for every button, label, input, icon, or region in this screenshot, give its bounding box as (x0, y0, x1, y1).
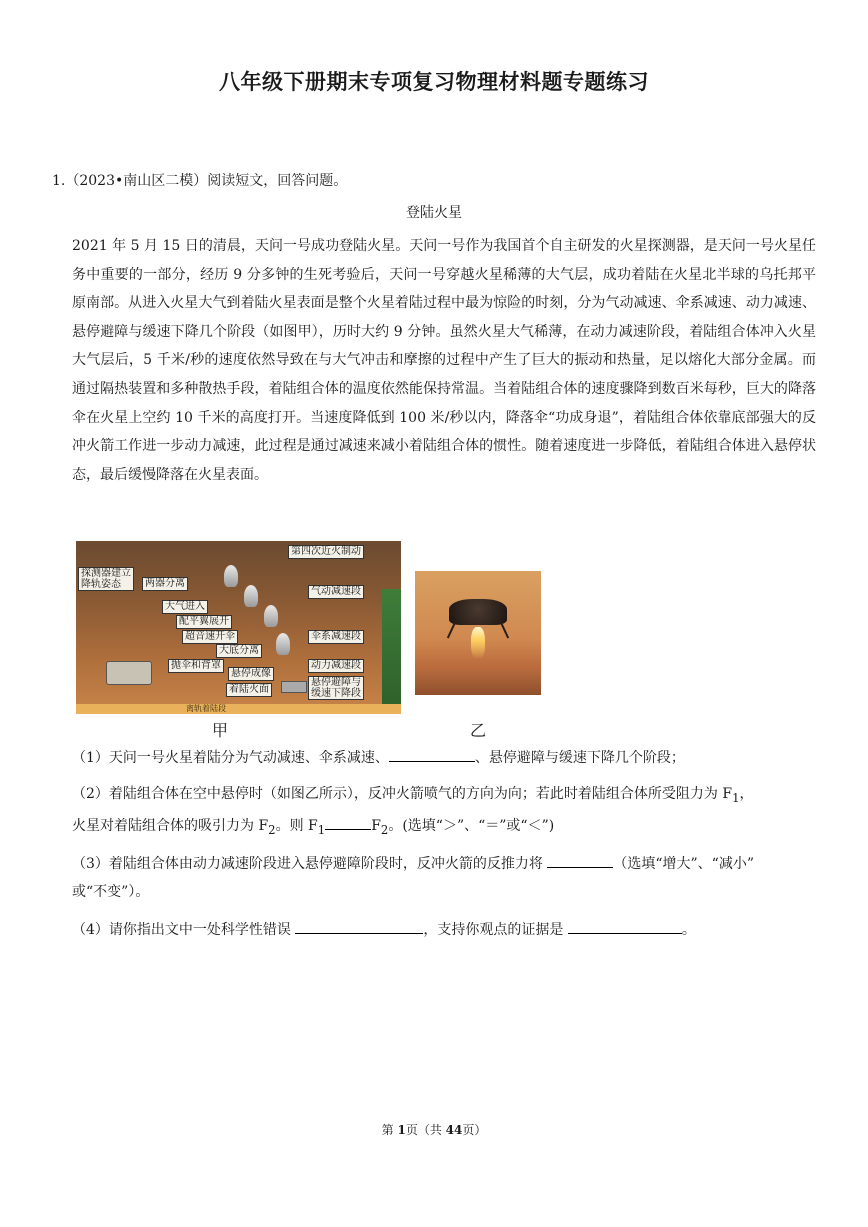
q3-text: （选填“增大”、“减小” (613, 856, 754, 872)
page-footer (0, 1121, 868, 1138)
bottom-bar-label: 离轨着陆段 (186, 704, 226, 713)
label-hover-stage (308, 676, 364, 700)
q4-text: ，支持你观点的证据是 (423, 922, 568, 938)
label-entry: 大气进入 (162, 600, 208, 614)
subscript: 2 (380, 822, 389, 837)
page-number: 1 (397, 1123, 406, 1137)
parachute-icon (264, 605, 278, 627)
sub-question-3 (72, 850, 822, 906)
subscript: 1 (317, 822, 326, 837)
sub-question-1 (72, 744, 822, 772)
answer-blank[interactable] (568, 919, 682, 934)
label-establish-orbit (78, 567, 134, 591)
q4-text: （4）请你指出文中一处科学性错误 (72, 922, 296, 938)
q2-text: 。则 F (275, 817, 318, 834)
sub-question-4 (72, 916, 822, 944)
q2-text: （2）着陆组合体在空中悬停时（如图乙所示），反冲火箭喷气的方向为向；若此时着陆组合体所受阻力为 F (72, 786, 733, 802)
page-title: 八年级下册期末专项复习物理材料题专题练习 (219, 70, 649, 94)
label-supersonic-chute: 超音速开伞 (182, 630, 238, 644)
subscript: 2 (268, 822, 276, 837)
caption-figure-b: 乙 (470, 721, 487, 740)
parachute-icon (276, 633, 290, 655)
answer-blank[interactable] (389, 747, 475, 762)
question-header: 1.（2023•南山区二模）阅读短文，回答问题。 (52, 173, 348, 189)
answer-blank[interactable] (547, 853, 613, 868)
stage-band (382, 589, 401, 714)
label-line: 缓速下降段 (311, 688, 361, 699)
caption-figure-a: 甲 (212, 721, 229, 740)
label-touchdown: 着陆火面 (226, 683, 272, 697)
label-parachute-stage: 伞系减速段 (308, 630, 364, 644)
figure-lander-photo (415, 571, 541, 695)
footer-text: 页） (462, 1123, 487, 1137)
q1-text: （1）天问一号火星着陆分为气动减速、伞系减速、 (72, 750, 389, 766)
label-backshell: 抛伞和背罩 (168, 659, 224, 673)
rover-image (106, 661, 152, 685)
label-fourth-burn: 第四次近火制动 (288, 545, 364, 559)
sub-question-2 (72, 780, 822, 844)
footer-text: 页（共 (405, 1123, 446, 1137)
q2-text: 。(选填“＞”、“＝”或“＜”) (388, 817, 555, 834)
label-hover-imaging: 悬停成像 (228, 667, 274, 681)
figure-landing-stages (76, 541, 401, 714)
answer-blank[interactable] (295, 919, 423, 934)
q4-text: 。 (681, 922, 696, 938)
label-heatshield-sep: 大底分离 (216, 644, 262, 658)
answer-blank[interactable] (325, 815, 371, 830)
lander-icon (281, 681, 307, 693)
capsule-icon (224, 565, 238, 587)
label-line: 悬停避障与 (311, 677, 361, 688)
label-trim-wing: 配平翼展开 (176, 615, 232, 629)
passage-text: 2021 年 5 月 15 日的清晨，天问一号成功登陆火星。天问一号作为我国首个自主研发的火星探测器，是天问一号火星任务中重要的一部分，经历 9 分多钟的生死考验后，天问一号穿越火星稀薄的大气层，成功着陆在火星北半球的乌托邦平原南部。从进入火星大气到着陆火星表面是整个火星着陆过程中最为惊险的时刻，分为气动减速、伞系减速、动力减速、悬停避障与缓速下降几个阶段（如图甲），历时大约 9 分钟。虽然火星大气稀薄，在动力减速阶段，着陆组合体冲入火星大气层后，5 千米/秒的速度依然导致在与大气冲击和摩擦的过程中产生了巨大的振动和热量，足以熔化大部分金属。而通过隔热装置和多种散热手段，着陆组合体的温度依然能保持常温。当着陆组合体的速度骤降到数百米每秒，巨大的降落伞在火星上空约 10 千米的高度打开。当速度降低到 100 米/秒以内，降落伞“功成身退”，着陆组合体依靠底部强大的反冲火箭工作进一步动力减速，此过程是通过减速来减小着陆组合体的惯性。随着速度进一步降低，着陆组合体进入悬停状态，最后缓慢降落在火星表面。 (72, 238, 816, 483)
label-line: 探测器建立 (81, 568, 131, 579)
label-separation: 两器分离 (142, 577, 188, 591)
mars-ground (415, 669, 541, 695)
passage (72, 232, 816, 489)
footer-text: 第 (381, 1123, 398, 1137)
q2-text: ， (739, 786, 754, 802)
q3-text: 或“不变”）。 (72, 884, 150, 900)
q1-text: 、悬停避障与缓速下降几个阶段； (474, 750, 685, 766)
q2-text: F (371, 817, 381, 834)
page-total: 44 (445, 1123, 463, 1137)
q2-text: 火星对着陆组合体的吸引力为 F (72, 817, 269, 834)
label-powered-stage: 动力减速段 (308, 659, 364, 673)
subscript: 1 (732, 790, 740, 805)
bottom-bar (76, 704, 401, 714)
q3-text: （3）着陆组合体由动力减速阶段进入悬停避障阶段时，反冲火箭的反推力将 (72, 856, 548, 872)
label-line: 降轨姿态 (81, 579, 121, 590)
passage-title: 登陆火星 (406, 205, 462, 221)
capsule-icon (244, 585, 258, 607)
rocket-flame (471, 627, 485, 659)
label-aerobrake-stage: 气动减速段 (308, 585, 364, 599)
